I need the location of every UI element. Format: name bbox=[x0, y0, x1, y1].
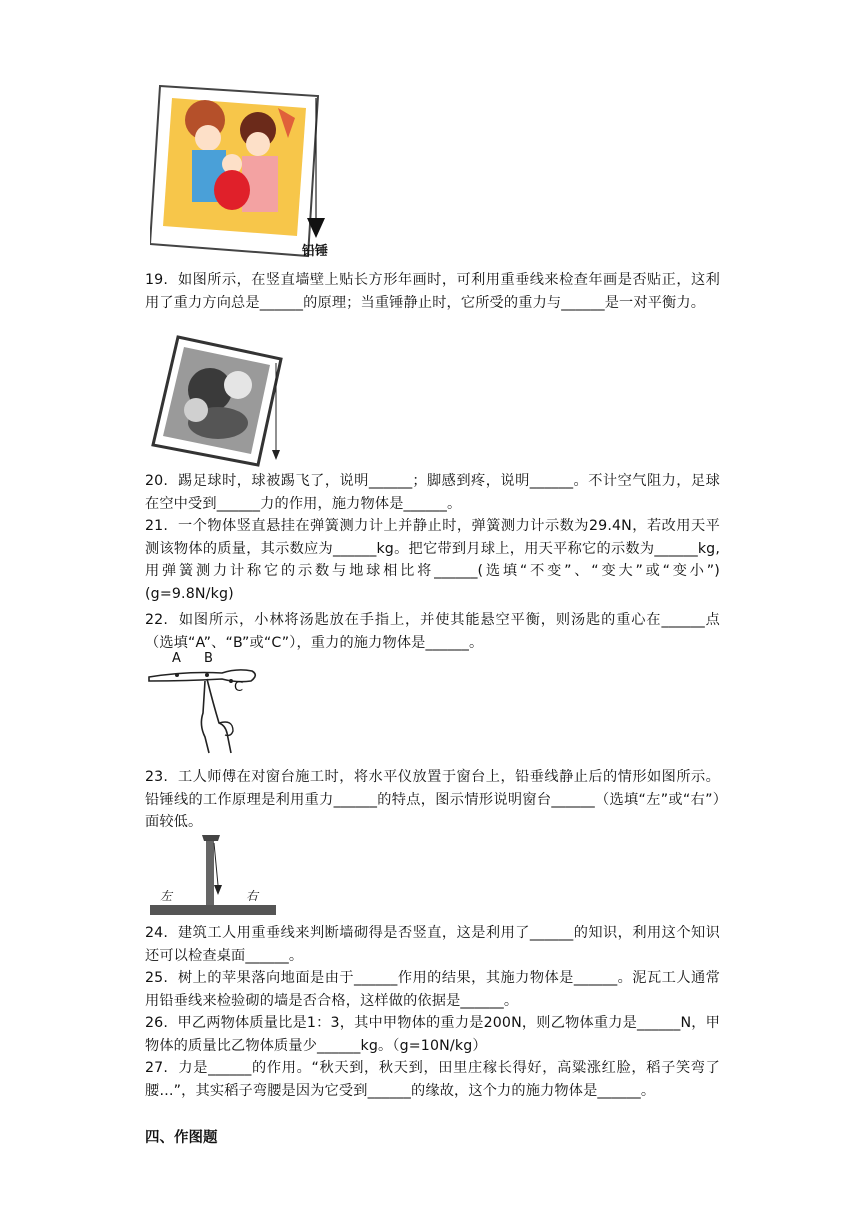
question-24 bbox=[145, 922, 720, 967]
point-label-a: A bbox=[172, 651, 181, 666]
level-illustration bbox=[148, 833, 278, 918]
question-26 bbox=[145, 1012, 720, 1057]
question-21 bbox=[145, 515, 720, 605]
plumb-bob-label: 铅锤 bbox=[302, 244, 329, 259]
spoon-finger-illustration bbox=[147, 653, 267, 763]
question-text: 力是______的作用。“秋天到，秋天到，田里庄稼长得好，高粱涨红脸，稻子笑弯了腰…”，其实稻子弯腰是因为它受到______的缘故，这个力的施力物体是______。 bbox=[145, 1060, 720, 1099]
question-number: 23. bbox=[145, 769, 169, 785]
question-text: 如图所示，在竖直墙壁上贴长方形年画时，可利用重垂线来检查年画是否贴正，这利用了重力方向总是______的原理；当重锤静止时，它所受的重力与______是一对平衡力。 bbox=[145, 272, 720, 311]
section-title: 四、作图题 bbox=[145, 1130, 218, 1146]
question-27 bbox=[145, 1057, 720, 1102]
question-number: 24. bbox=[145, 925, 169, 941]
point-label-c: C bbox=[234, 680, 244, 695]
tilted-picture-illustration bbox=[148, 335, 288, 470]
question-23 bbox=[145, 766, 720, 834]
question-number: 27. bbox=[145, 1060, 169, 1076]
question-text: 甲乙两物体质量比是1：3，其中甲物体的重力是200N，则乙物体重力是______N，甲物体的质量比乙物体质量少______kg。（g=10N/kg） bbox=[145, 1015, 720, 1054]
left-label: 左 bbox=[160, 889, 173, 903]
right-label: 右 bbox=[246, 889, 259, 903]
question-19 bbox=[145, 269, 720, 314]
question-text: 一个物体竖直悬挂在弹簧测力计上并静止时，弹簧测力计示数为29.4N，若改用天平测该物体的质量，其示数应为______kg。把它带到月球上，用天平称它的示数为______kg,用弹簧测力计称它的示数与地球相比将______(选填“不变”、“变大”或“变小”)(g=9.8N/kg) bbox=[145, 518, 720, 602]
question-20 bbox=[145, 470, 720, 515]
question-number: 19. bbox=[145, 272, 169, 288]
figure-spoon-on-finger bbox=[147, 653, 267, 763]
picture-plumb-illustration bbox=[150, 78, 330, 263]
question-number: 26. bbox=[145, 1015, 169, 1031]
question-number: 20. bbox=[145, 473, 169, 489]
question-number: 22. bbox=[145, 612, 169, 628]
figure-new-year-picture bbox=[150, 78, 330, 263]
question-text: 工人师傅在对窗台施工时，将水平仪放置于窗台上，铅垂线静止后的情形如图所示。铅锤线的工作原理是利用重力______的特点，图示情形说明窗台______（选填“左”或“右”）面较低。 bbox=[145, 769, 720, 830]
question-number: 25. bbox=[145, 970, 169, 986]
question-25 bbox=[145, 967, 720, 1012]
figure-windowsill-level bbox=[148, 833, 278, 918]
question-text: 如图所示，小林将汤匙放在手指上，并使其能悬空平衡，则汤匙的重心在______点（选填“A”、“B”或“C”），重力的施力物体是______。 bbox=[145, 612, 720, 651]
question-number: 21. bbox=[145, 518, 169, 534]
point-label-b: B bbox=[204, 651, 213, 666]
question-text: 建筑工人用重垂线来判断墙砌得是否竖直，这是利用了______的知识，利用这个知识还可以检查桌面______。 bbox=[145, 925, 720, 964]
figure-grayscale-picture bbox=[148, 335, 288, 470]
question-text: 树上的苹果落向地面是由于______作用的结果，其施力物体是______。泥瓦工人通常用铅垂线来检验砌的墙是否合格，这样做的依据是______。 bbox=[145, 970, 720, 1009]
question-text: 踢足球时，球被踢飞了，说明______；脚感到疼，说明______。不计空气阻力，足球在空中受到______力的作用，施力物体是______。 bbox=[145, 473, 721, 512]
question-22 bbox=[145, 609, 720, 654]
